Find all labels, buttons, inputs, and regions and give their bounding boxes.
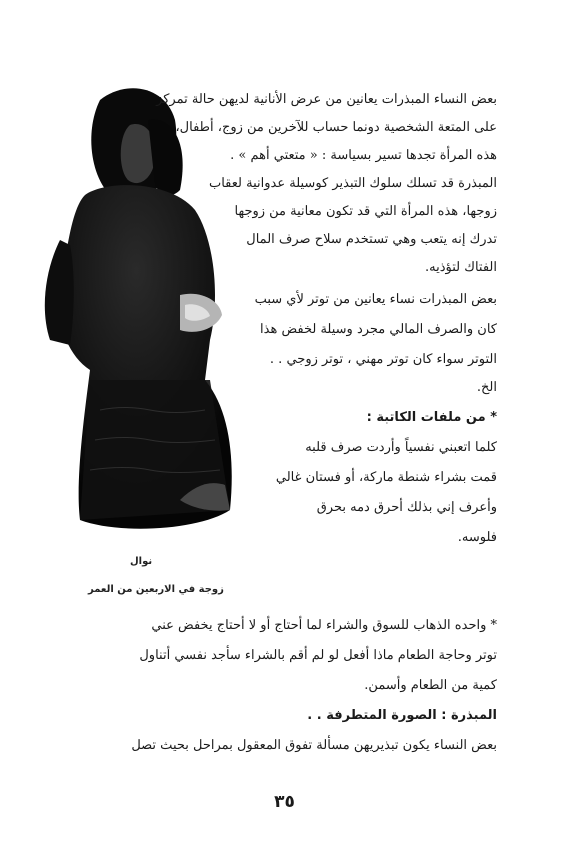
body-line: فلوسه. [457, 530, 497, 545]
body-line: بعض المبذرات نساء يعانين من توتر لأي سبب [254, 292, 497, 307]
page-number: ٣٥ [274, 792, 295, 812]
body-line: هذه المرأة تجدها تسير بسياسة : « متعتي أهم » . [230, 148, 497, 163]
body-line: التوتر سواء كان توتر مهني ، توتر زوجي . . [269, 352, 497, 367]
body-line: وأعرف إني بذلك أحرق دمه بحرق [316, 500, 497, 515]
body-line: زوجها، هذه المرأة التي قد تكون معانية من زوجها [234, 204, 497, 219]
section-heading: * من ملفات الكاتبة : [366, 410, 497, 425]
body-line: كمية من الطعام وأسمن. [364, 678, 497, 693]
body-line: توتر وحاجة الطعام ماذا أفعل لو لم أقم بالشراء سأجد نفسي أتناول [139, 648, 497, 663]
section-heading: المبذرة : الصورة المتطرفة . . [307, 708, 497, 723]
body-line: الفتاك لتؤذيه. [425, 260, 497, 275]
body-line: كان والصرف المالي مجرد وسيلة لخفض هذا [260, 322, 497, 337]
photo-caption-description: زوجة في الاربعين من العمر [88, 584, 224, 595]
body-line: قمت بشراء شنطة ماركة، أو فستان غالي [275, 470, 497, 485]
body-line: تدرك إنه يتعب وهي تستخدم سلاح صرف المال [246, 232, 497, 247]
body-line: كلما اتعبني نفسياً وأردت صرف قلبه [305, 440, 497, 455]
body-line: * واحده الذهاب للسوق والشراء لما أحتاج أو لا أحتاج يخفض عني [151, 618, 497, 633]
photo-caption-name: نوال [130, 556, 153, 567]
body-line: بعض النساء يكون تبذيريهن مسألة تفوق المعقول بمراحل بحيث تصل [131, 738, 497, 753]
body-line: على المتعة الشخصية دونما حساب للآخرين من زوج، أطفال، [175, 120, 497, 135]
body-line: الخ. [476, 380, 497, 395]
body-line: المبذرة قد تسلك سلوك التبذير كوسيلة عدوانية لعقاب [208, 176, 497, 191]
body-line: بعض النساء المبذرات يعانين من عرض الأنانية لديهن حالة تمركز [156, 92, 497, 107]
